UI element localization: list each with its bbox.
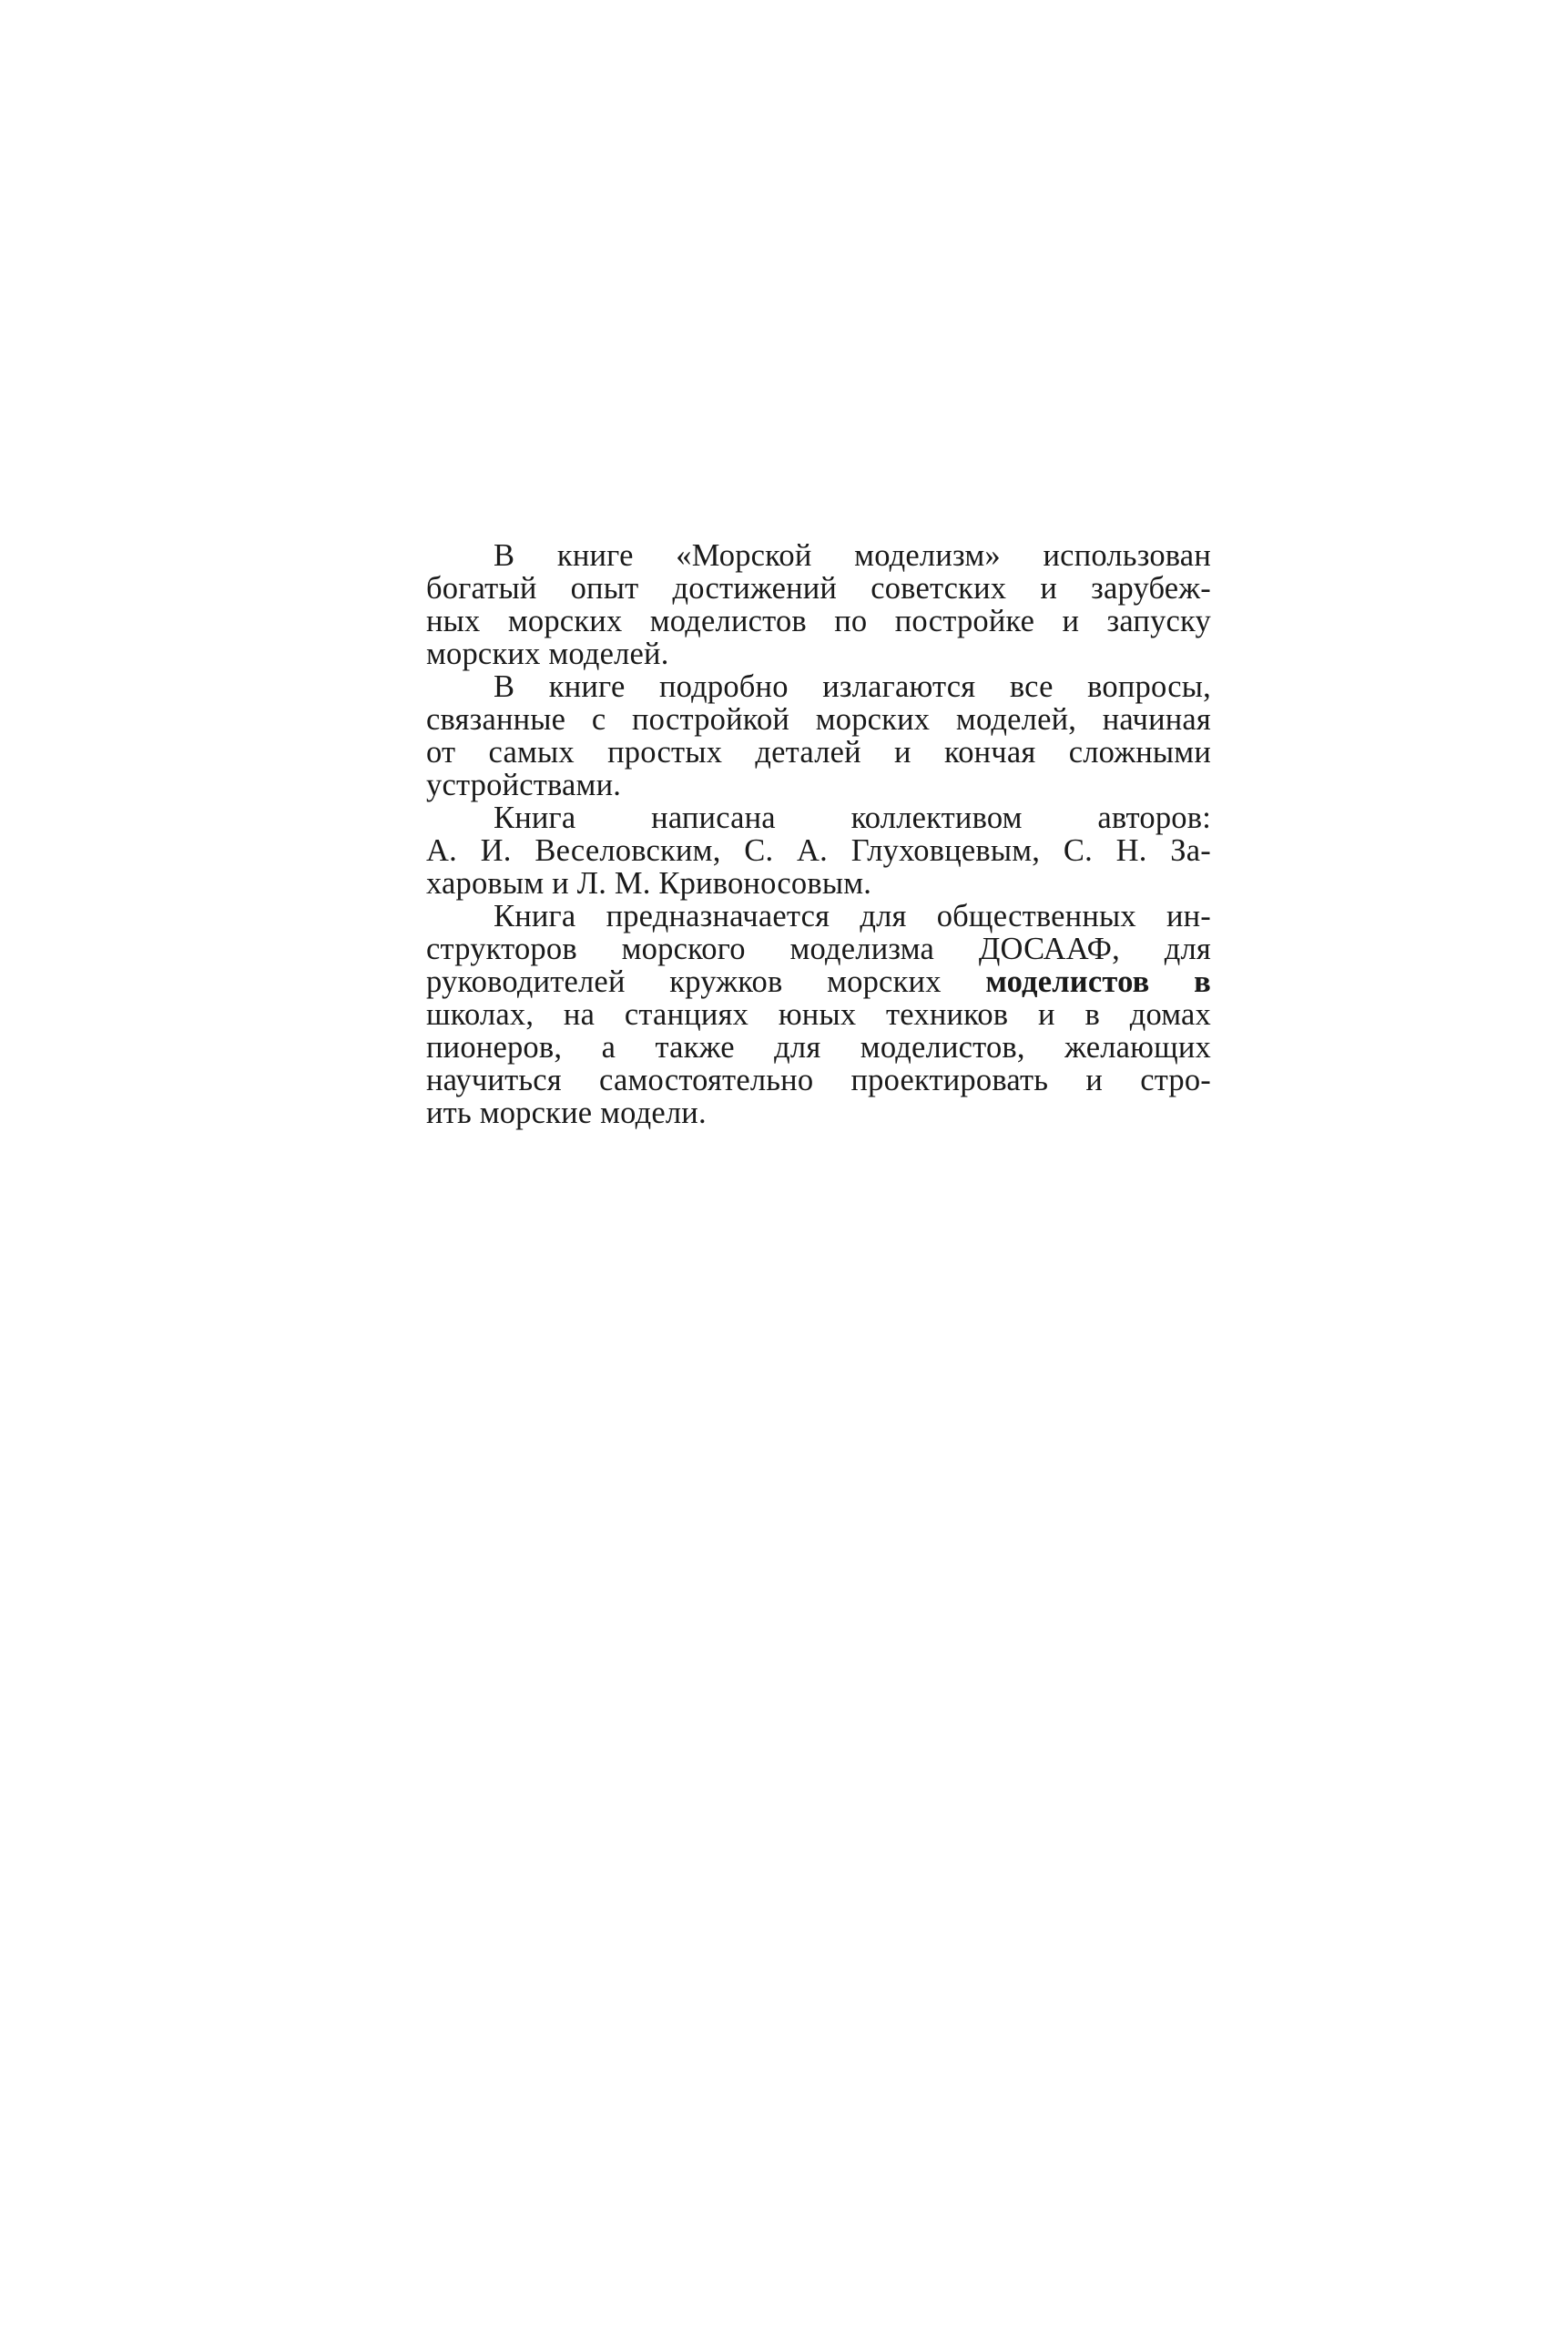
text-line: от самых простых деталей и кончая сложными: [426, 735, 1211, 770]
text-line: структоров морского моделизма ДОСААФ, для: [426, 932, 1211, 966]
bold-text-segment: моделистов в: [985, 964, 1212, 999]
paragraph-3: [426, 801, 1211, 900]
text-line: связанные с постройкой морских моделей, начиная: [426, 702, 1211, 737]
text-line: богатый опыт достижений советских и зарубеж-: [426, 571, 1211, 606]
text-line: харовым и Л. М. Кривоносовым.: [426, 866, 872, 901]
text-line: школах, на станциях юных техников и в домах: [426, 997, 1211, 1032]
text-line: ить морские модели.: [426, 1096, 707, 1130]
text-line: Книга предназначается для общественных ин-: [494, 899, 1211, 933]
text-line: научиться самостоятельно проектировать и стро-: [426, 1063, 1211, 1097]
text-line: пионеров, а также для моделистов, желающих: [426, 1030, 1211, 1065]
paragraph-1: [426, 539, 1211, 670]
text-segment: руководителей кружков морских: [426, 964, 942, 999]
text-line: А. И. Веселовским, С. А. Глуховцевым, С. Н. За-: [426, 833, 1211, 868]
paragraph-4: [426, 900, 1211, 1129]
text-line: ных морских моделистов по постройке и запуску: [426, 604, 1211, 638]
paragraph-2: [426, 670, 1211, 801]
text-line: морских моделей.: [426, 637, 669, 671]
text-line: В книге «Морской моделизм» использован: [494, 538, 1211, 573]
annotation-text: [426, 539, 1211, 1129]
text-line: устройствами.: [426, 768, 622, 802]
text-line: Книга написана коллективом авторов:: [494, 801, 1211, 835]
text-line-mixed: [426, 965, 1211, 998]
text-line: В книге подробно излагаются все вопросы,: [494, 669, 1211, 704]
